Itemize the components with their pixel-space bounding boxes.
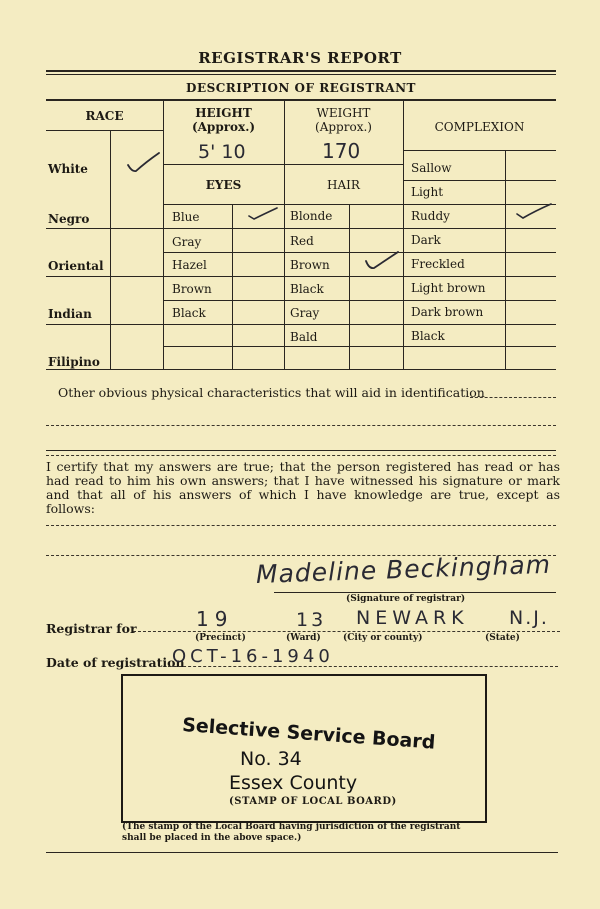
- race-option-indian: Indian: [48, 307, 92, 321]
- section-rule-dashed: [46, 455, 556, 456]
- hair-option-brown: Brown: [290, 258, 330, 272]
- height-header: [163, 106, 284, 134]
- row-rule-4: [163, 300, 556, 301]
- table-bottom-rule: [46, 369, 556, 370]
- ward-value[interactable]: 13: [296, 609, 327, 631]
- eyes-option-hazel: Hazel: [172, 258, 207, 272]
- signature-line: [274, 592, 556, 593]
- race-option-white: White: [48, 162, 88, 176]
- row-rule-1: [46, 228, 556, 229]
- height-weight-rule: [163, 164, 403, 165]
- section-rule: [46, 450, 556, 451]
- complexion-check-divider: [505, 150, 506, 369]
- eyes-blue-checkmark-icon[interactable]: [247, 206, 279, 222]
- row-rule-5: [46, 324, 556, 325]
- footnote: [122, 822, 460, 844]
- complexion-option-light: Light: [411, 185, 444, 199]
- race-option-negro: Negro: [48, 212, 90, 226]
- complexion-header: COMPLEXION: [434, 120, 525, 134]
- registrar-signature[interactable]: Madeline Beckingham: [255, 549, 552, 589]
- eyes-hair-header-rule: [163, 204, 403, 205]
- complexion-option-light-brown: Light brown: [411, 281, 486, 295]
- precinct-value[interactable]: 19: [196, 607, 234, 631]
- height-value[interactable]: 5' 10: [198, 141, 246, 163]
- race-header-rule: [46, 130, 163, 131]
- row-rule-2: [163, 252, 556, 253]
- title-rule: [46, 70, 556, 72]
- title-rule-thin: [46, 74, 556, 75]
- race-check-divider: [110, 131, 111, 369]
- eyes-option-blue: Blue: [172, 210, 200, 224]
- race-white-checkmark-icon[interactable]: [126, 150, 160, 176]
- stamp-caption: (STAMP OF LOCAL BOARD): [229, 796, 397, 807]
- hair-option-gray: Gray: [290, 306, 320, 320]
- form-subtitle: DESCRIPTION OF REGISTRANT: [186, 81, 416, 95]
- stamp-line-1: Selective Service Board: [181, 714, 437, 754]
- hair-option-black: Black: [290, 282, 324, 296]
- other-characteristics-label: Other obvious physical characteristics that will aid in identification: [58, 385, 485, 400]
- footnote-line-1: (The stamp of the Local Board having jurisdiction of the registrant: [122, 822, 461, 832]
- registrar-for-line[interactable]: [133, 631, 560, 632]
- weight-header: [284, 106, 403, 134]
- weight-divider: [403, 100, 404, 369]
- complexion-header-rule: [403, 150, 556, 151]
- certification-text: I certify that my answers are true; that the person registered has read or has had read to him his own answers; that I have witnessed his signature or mark and that all of his answers of which I have knowledge are true, except as follows:: [46, 459, 560, 516]
- state-value[interactable]: N.J.: [509, 607, 549, 629]
- city-caption: (City or county): [343, 633, 423, 643]
- row-rule-3: [46, 276, 556, 277]
- exceptions-line-1[interactable]: [46, 525, 556, 526]
- other-characteristics-line[interactable]: [470, 397, 556, 398]
- bottom-rule: [46, 852, 558, 853]
- height-header-line2: (Approx.): [191, 120, 256, 134]
- eyes-option-gray: Gray: [172, 235, 202, 249]
- race-divider: [163, 100, 164, 369]
- table-top-rule: [46, 99, 556, 101]
- eyes-option-black: Black: [172, 306, 206, 320]
- registrar-for-label: Registrar for: [46, 621, 137, 636]
- row-rule-6: [163, 346, 556, 347]
- precinct-caption: (Precinct): [195, 633, 246, 643]
- state-caption: (State): [485, 633, 520, 643]
- complexion-option-sallow: Sallow: [411, 161, 452, 175]
- height-divider: [284, 100, 285, 369]
- ward-caption: (Ward): [286, 633, 321, 643]
- complexion-option-dark-brown: Dark brown: [411, 305, 484, 319]
- weight-header-line2: (Approx.): [315, 120, 372, 134]
- hair-option-bald: Bald: [290, 330, 318, 344]
- race-option-filipino: Filipino: [48, 355, 100, 369]
- complexion-option-freckled: Freckled: [411, 257, 465, 271]
- eyes-header: EYES: [205, 178, 242, 192]
- footnote-line-2: shall be placed in the above space.): [122, 833, 302, 843]
- weight-value[interactable]: 170: [322, 139, 361, 163]
- hair-brown-checkmark-icon[interactable]: [364, 249, 400, 273]
- complexion-option-dark: Dark: [411, 233, 441, 247]
- hair-option-blonde: Blonde: [290, 209, 333, 223]
- hair-header: HAIR: [327, 178, 360, 192]
- complexion-option-black: Black: [411, 329, 445, 343]
- hair-option-red: Red: [290, 234, 314, 248]
- date-of-registration-label: Date of registration: [46, 655, 185, 670]
- weight-header-line1: WEIGHT: [316, 106, 371, 120]
- height-header-line1: HEIGHT: [195, 106, 252, 120]
- eyes-option-brown: Brown: [172, 282, 212, 296]
- city-value[interactable]: NEWARK: [356, 607, 469, 629]
- race-header: RACE: [85, 109, 124, 123]
- complexion-ruddy-checkmark-icon[interactable]: [515, 202, 553, 222]
- complexion-rule-1: [403, 180, 556, 181]
- date-of-registration-value[interactable]: OCT-16-1940: [172, 646, 334, 667]
- race-option-oriental: Oriental: [48, 259, 104, 273]
- form-title: REGISTRAR'S REPORT: [198, 49, 402, 67]
- other-characteristics-line-2[interactable]: [46, 425, 556, 426]
- complexion-option-ruddy: Ruddy: [411, 209, 450, 223]
- signature-caption: (Signature of registrar): [346, 594, 466, 604]
- stamp-line-3: Essex County: [229, 772, 358, 794]
- stamp-line-2: No. 34: [240, 748, 302, 770]
